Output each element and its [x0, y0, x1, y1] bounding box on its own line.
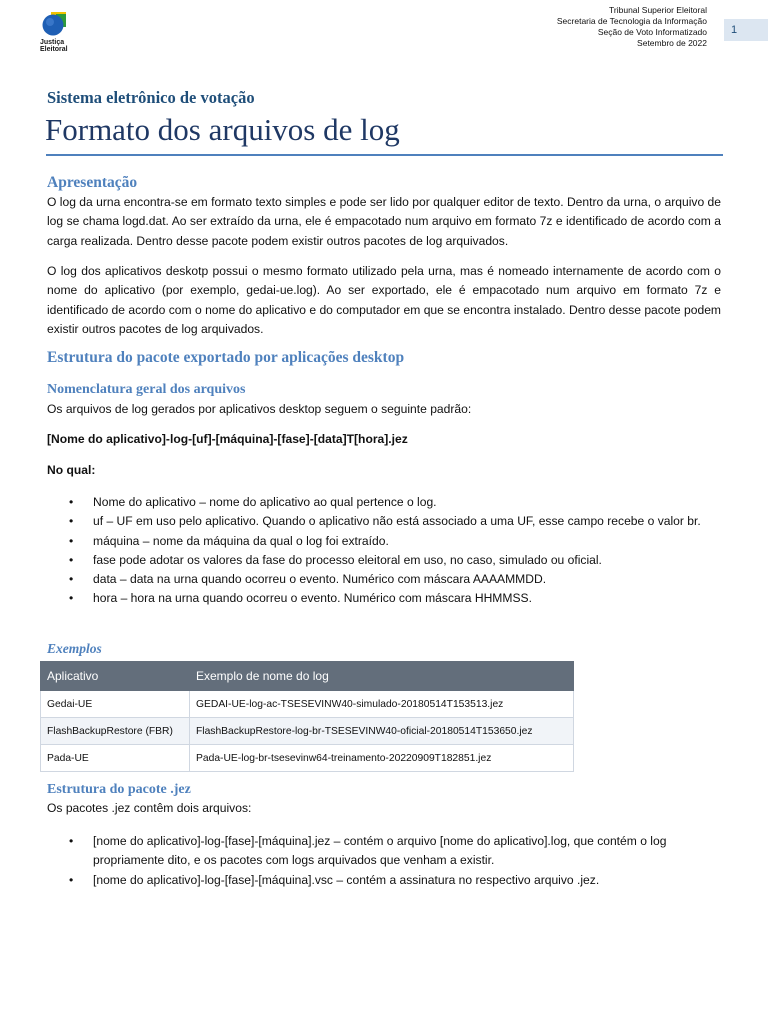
list-item: • hora – hora na urna quando ocorreu o evento. Numérico com máscara HHMMSS. [47, 589, 721, 608]
logo-text-line1: Justiça [40, 39, 65, 46]
table-cell: FlashBackupRestore-log-br-TSESEVINW40-oficial-20180514T153650.jez [190, 718, 574, 745]
org-line: Seção de Voto Informatizado [597, 27, 707, 37]
bullet-icon: • [69, 533, 74, 548]
title-divider [46, 154, 723, 156]
table-cell: Pada-UE [41, 745, 190, 772]
justica-eleitoral-logo [38, 10, 78, 56]
bullet-icon: • [69, 591, 74, 606]
no-qual-label: No qual: [47, 463, 96, 477]
document-title: Formato dos arquivos de log [45, 112, 400, 147]
table-cell: Gedai-UE [41, 691, 190, 718]
bullet-icon: • [69, 872, 74, 887]
section-heading-estrutura: Estrutura do pacote exportado por aplicações desktop [47, 349, 405, 366]
bullet-icon: • [69, 552, 74, 567]
list-item: • máquina – nome da máquina da qual o log foi extraído. [47, 532, 721, 551]
paragraph-apresentacao-2: O log dos aplicativos deskotp possui o mesmo formato utilizado pela urna, mas é nomeado internamente de acordo com o nome do aplicativo (por exemplo, gedai-ue.log). Ao ser exportado, ele é empacotado num arquivo em formato 7z e identificado de acordo com o nome do aplicativo e do computador em que se encontra instalado. Dentro desse pacote podem existir outros pacotes de log arquivados. [47, 264, 721, 336]
section-heading-apresentacao: Apresentação [47, 174, 138, 191]
table-cell: GEDAI-UE-log-ac-TSESEVINW40-simulado-20180514T153513.jez [190, 691, 574, 718]
list-item: • [nome do aplicativo]-log-[fase]-[máquina].vsc – contém a assinatura no respectivo arquivo .jez. [47, 871, 721, 890]
table-cell: FlashBackupRestore (FBR) [41, 718, 190, 745]
subheading-estrutura-jez: Estrutura do pacote .jez [47, 782, 191, 797]
examples-table [40, 661, 574, 772]
paragraph-apresentacao-1: O log da urna encontra-se em formato texto simples e pode ser lido por qualquer editor de texto. Dentro da urna, o arquivo de log se chama logd.dat. Ao ser extraído da urna, ele é empacotado num arquivo em formato 7z e identificado de acordo com a carga realizada. Dentro desse pacote podem existir outros pacotes de log arquivados. [47, 195, 721, 248]
list-item: • uf – UF em uso pelo aplicativo. Quando o aplicativo não está associado a uma UF, esse campo recebe o valor br. [47, 512, 721, 531]
table-cell: Pada-UE-log-br-tsesevinw64-treinamento-20220909T182851.jez [190, 745, 574, 772]
nomenclatura-intro: Os arquivos de log gerados por aplicativos desktop seguem o seguinte padrão: [47, 402, 472, 416]
organization-block [557, 5, 707, 49]
subheading-exemplos: Exemplos [47, 641, 102, 656]
fields-list [47, 493, 721, 609]
column-header-exemplo: Exemplo de nome do log [190, 662, 574, 691]
list-item: • fase pode adotar os valores da fase do processo eleitoral em uso, no caso, simulado ou oficial. [47, 551, 721, 570]
subheading-nomenclatura: Nomenclatura geral dos arquivos [47, 382, 246, 397]
jez-files-list [47, 832, 721, 890]
jez-intro: Os pacotes .jez contêm dois arquivos: [47, 801, 252, 815]
list-item: • Nome do aplicativo – nome do aplicativo ao qual pertence o log. [47, 493, 721, 512]
page-number: 1 [724, 19, 768, 41]
table-row [41, 745, 574, 772]
table-row [41, 718, 574, 745]
table-row [41, 691, 574, 718]
list-item: • data – data na urna quando ocorreu o evento. Numérico com máscara AAAAMMDD. [47, 570, 721, 589]
filename-pattern: [Nome do aplicativo]-log-[uf]-[máquina]-[fase]-[data]T[hora].jez [47, 432, 408, 446]
bullet-icon: • [69, 834, 74, 848]
bullet-icon: • [69, 514, 74, 529]
table-header-row [41, 662, 574, 691]
org-line: Secretaria de Tecnologia da Informação [556, 16, 707, 26]
bullet-icon: • [69, 495, 74, 509]
globe-logo-icon [42, 12, 68, 38]
list-item: • [nome do aplicativo]-log-[fase]-[máquina].jez – contém o arquivo [nome do aplicativo].log, que contém o log propriamente dito, e os pacotes com logs arquivados que venham a existir. [69, 834, 667, 868]
column-header-aplicativo: Aplicativo [41, 662, 190, 691]
document-subtitle: Sistema eletrônico de votação [47, 88, 255, 107]
logo-text-line2: Eleitoral [40, 46, 68, 53]
org-line: Tribunal Superior Eleitoral [609, 5, 707, 15]
org-line: Setembro de 2022 [637, 38, 707, 48]
bullet-icon: • [69, 572, 74, 587]
